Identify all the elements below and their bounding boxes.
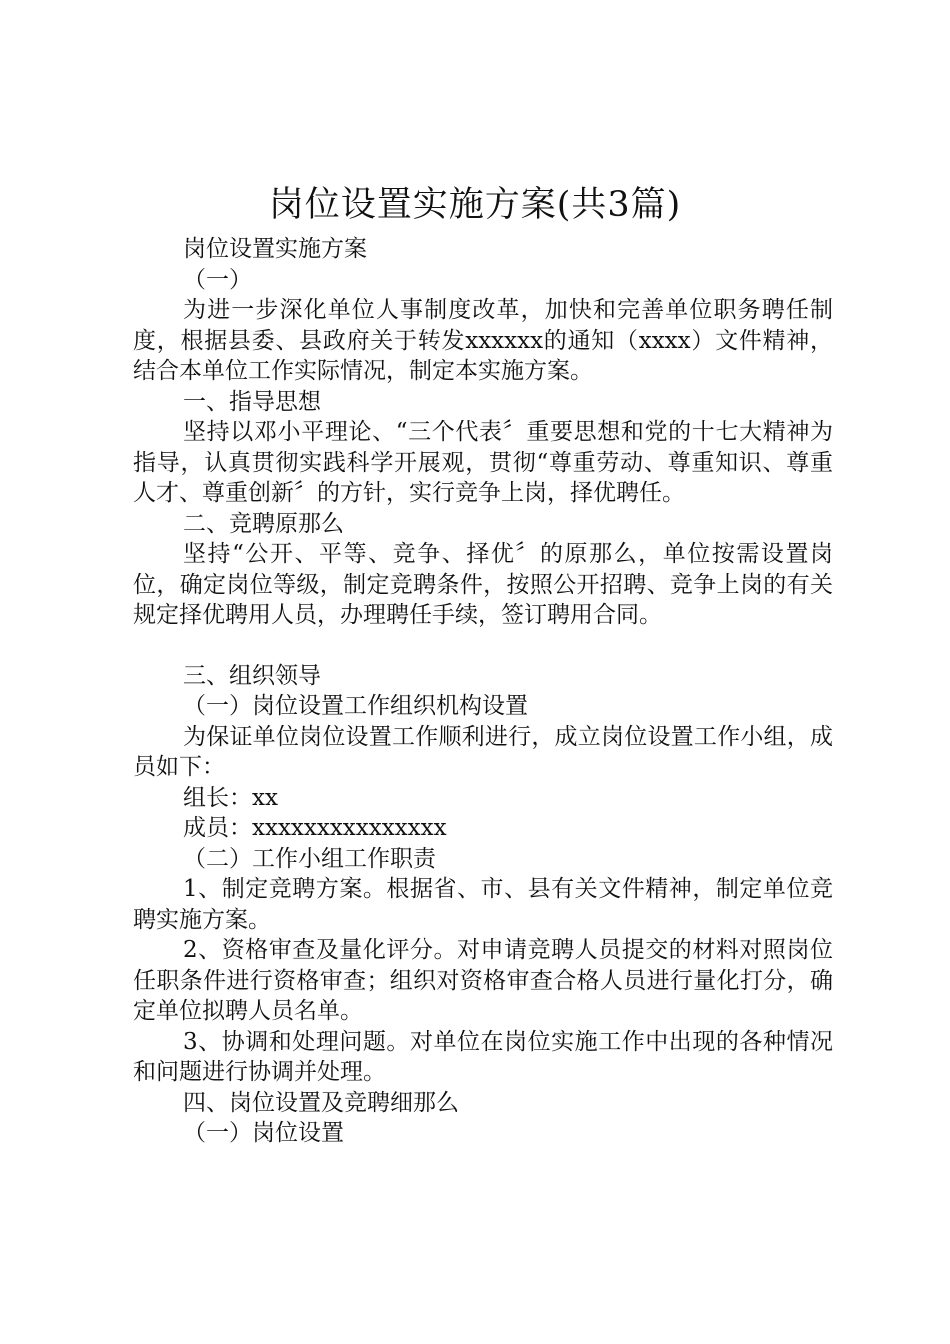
subtitle: 岗位设置实施方案 [183,236,367,262]
heading-organization: 三、组织领导 [183,662,321,689]
heading-competition-principles: 二、竞聘原那么 [183,510,344,537]
subheading-team-duties: （二）工作小组工作职责 [183,845,436,872]
subheading-post-setup: （一）岗位设置 [183,1120,344,1146]
heading-post-setup-rules: 四、岗位设置及竞聘细那么 [183,1089,459,1116]
team-members-line: 成员：xxxxxxxxxxxxxxx [183,815,447,841]
team-leader-line: 组长：xx [183,784,278,811]
guiding-ideology-paragraph: 坚持以邓小平理论、“三个代表〞重要思想和党的十七大精神为指导，认真贯彻实践科学开展观，贯彻“尊重劳动、尊重知识、尊重人才、尊重创新〞的方针，实行竞争上岗，择优聘任。 [133,419,833,506]
duty-item-1: 1、制定竞聘方案。根据省、市、县有关文件精神，制定单位竞聘实施方案。 [133,876,833,933]
subheading-org-structure: （一）岗位设置工作组织机构设置 [183,693,528,719]
paragraph-gap [133,631,833,661]
duty-item-3: 3、协调和处理问题。对单位在岗位实施工作中出现的各种情况和问题进行协调并处理。 [133,1028,833,1085]
org-structure-paragraph: 为保证单位岗位设置工作顺利进行，成立岗位设置工作小组，成员如下： [133,723,833,780]
heading-guiding-ideology: 一、指导思想 [183,388,321,415]
competition-principles-paragraph: 坚持“公开、平等、竞争、择优〞的原那么，单位按需设置岗位，确定岗位等级，制定竞聘条件，按照公开招聘、竞争上岗的有关规定择优聘用人员，办理聘任手续，签订聘用合同。 [133,541,833,628]
document-title: 岗位设置实施方案(共3篇) [268,185,682,225]
section-number: （一） [183,266,252,293]
document-body [133,234,833,1149]
duty-item-2: 2、资格审查及量化评分。对申请竞聘人员提交的材料对照岗位任职条件进行资格审查；组织对资格审查合格人员进行量化打分，确定单位拟聘人员名单。 [133,937,833,1024]
intro-paragraph: 为进一步深化单位人事制度改革，加快和完善单位职务聘任制度，根据县委、县政府关于转发xxxxxx的通知（xxxx）文件精神，结合本单位工作实际情况，制定本实施方案。 [133,297,833,384]
